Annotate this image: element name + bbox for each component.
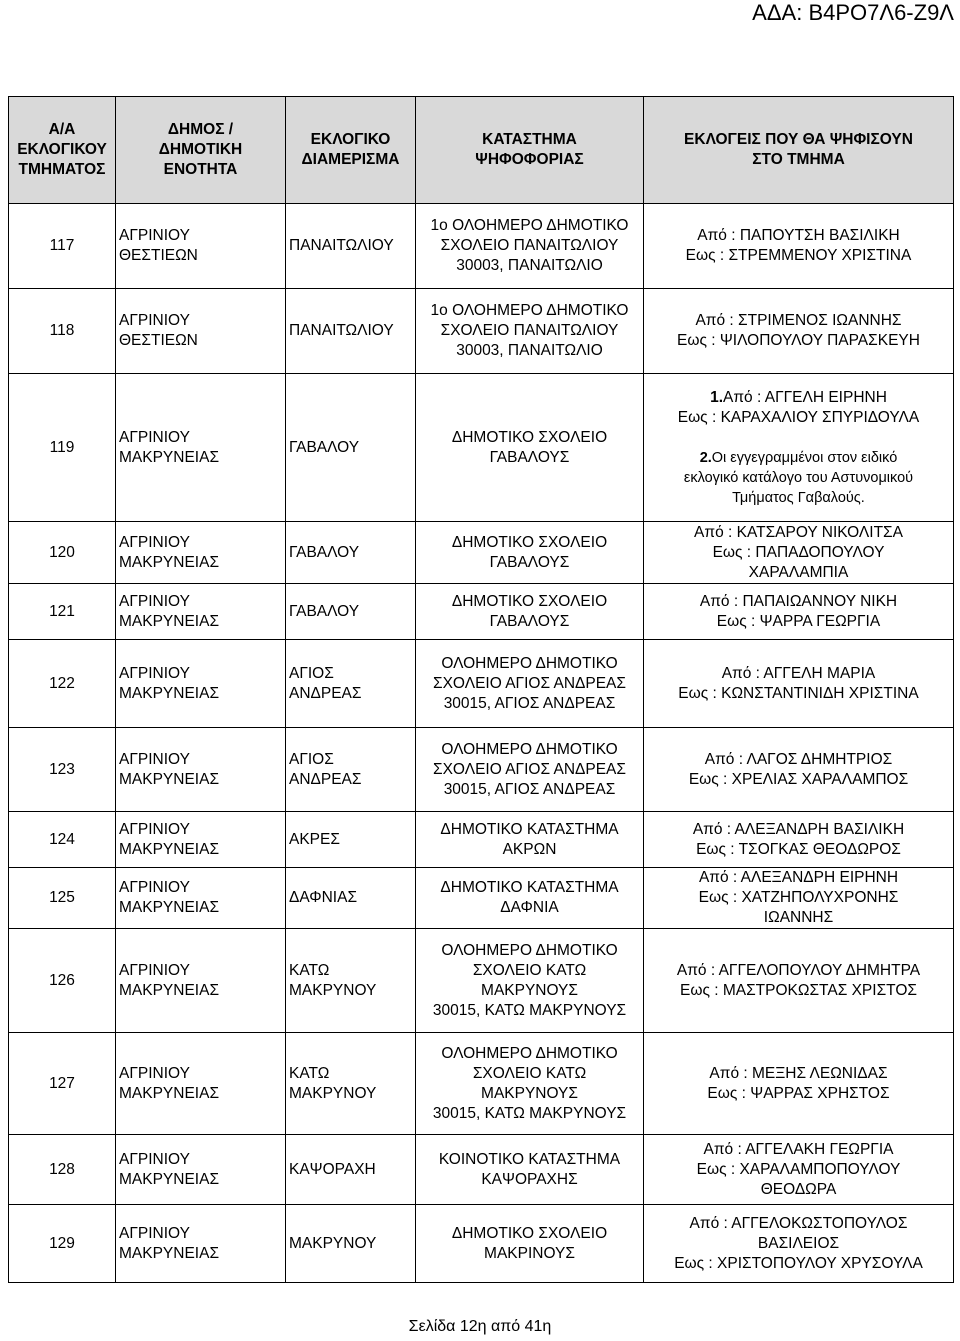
cell-line: 1ο ΟΛΟΗΜΕΡΟ ΔΗΜΟΤΙΚΟ xyxy=(430,302,629,319)
cell-line: Από : ΛΑΓΟΣ ΔΗΜΗΤΡΙΟΣ xyxy=(704,750,893,768)
section-number: 122 xyxy=(9,640,116,728)
voters-range-cell xyxy=(644,522,954,584)
cell-line: ΓΑΒΑΛΟΥΣ xyxy=(489,553,570,571)
cell-line: ΑΓΡΙΝΙΟΥ xyxy=(119,533,190,551)
cell-line: ΜΑΚΡΥΝΕΙΑΣ xyxy=(119,1244,220,1262)
voters-range-cell xyxy=(644,640,954,728)
cell-line: Από : ΑΛΕΞΑΝΔΡΗ ΕΙΡΗΝΗ xyxy=(698,869,899,886)
polling-station-cell xyxy=(416,289,644,374)
municipality-cell xyxy=(116,868,286,929)
section-number: 127 xyxy=(9,1033,116,1135)
cell-line: Εως : ΨΙΛΟΠΟΥΛΟΥ ΠΑΡΑΣΚΕΥΗ xyxy=(677,332,920,349)
cell-line: ΘΕΣΤΙΕΩΝ xyxy=(119,332,198,349)
cell-line: 30015, ΑΓΙΟΣ ΑΝΔΡΕΑΣ xyxy=(443,780,616,798)
district-cell xyxy=(286,640,416,728)
cell-line: Εως : ΨΑΡΡΑΣ ΧΡΗΣΤΟΣ xyxy=(707,1084,890,1102)
cell-line: ΔΗΜΟΤΙΚΟ ΚΑΤΑΣΤΗΜΑ xyxy=(440,879,619,896)
table-row xyxy=(9,929,954,1033)
table-row xyxy=(9,522,954,584)
cell-line: ΔΑΦΝΙΑΣ xyxy=(289,889,358,906)
polling-station-cell xyxy=(416,584,644,640)
cell-line: ΣΧΟΛΕΙΟ ΠΑΝΑΙΤΩΛΙΟΥ xyxy=(440,237,619,254)
section-number: 125 xyxy=(9,868,116,929)
municipality-cell xyxy=(116,522,286,584)
ada-code: ΑΔΑ: Β4ΡΟ7Λ6-Ζ9Λ xyxy=(752,0,954,25)
cell-line: Εως : ΠΑΠΑΔΟΠΟΥΛΟΥ xyxy=(712,543,885,561)
cell-line: ΣΧΟΛΕΙΟ ΚΑΤΩ xyxy=(472,1064,587,1082)
header-katastima: ΚΑΤΑΣΤΗΜΑ ΨΗΦΟΦΟΡΙΑΣ xyxy=(416,97,644,204)
municipality-cell xyxy=(116,289,286,374)
header-diamerisma: ΕΚΛΟΓΙΚΟ ΔΙΑΜΕΡΙΣΜΑ xyxy=(286,97,416,204)
table-row xyxy=(9,1205,954,1283)
voters-range-cell xyxy=(644,1135,954,1205)
voters-range-cell: 1.Από : ΑΓΓΕΛΗ ΕΙΡΗΝΗ Εως : ΚΑΡΑΧΑΛΙΟΥ ΣΠΥΡΙΔΟΥΛΑ 2.Οι εγγεγραμμένοι στον ειδικό εκλογικό κατάλογο του Αστυνομικού Τμήματος Γαβαλούς. xyxy=(644,374,954,522)
voters-range-cell xyxy=(644,204,954,289)
cell-line: ΧΑΡΑΛΑΜΠΙΑ xyxy=(748,563,849,581)
cell-line: Από : ΠΑΠΑΙΩΑΝΝΟΥ ΝΙΚΗ xyxy=(699,592,898,610)
cell-line: Από : ΜΕΞΗΣ ΛΕΩΝΙΔΑΣ xyxy=(709,1064,888,1082)
cell-line: ΚΑΤΩ xyxy=(289,1064,330,1082)
cell-line: ΚΑΤΩ xyxy=(289,961,330,979)
cell-line: Από : ΑΛΕΞΑΝΔΡΗ ΒΑΣΙΛΙΚΗ xyxy=(692,820,905,838)
cell-line: ΟΛΟΗΜΕΡΟ ΔΗΜΟΤΙΚΟ xyxy=(441,1044,618,1062)
cell-line: ΓΑΒΑΛΟΥΣ xyxy=(489,612,570,630)
voters-range-cell xyxy=(644,1205,954,1283)
cell-line: ΔΗΜΟΤΙΚΟ ΣΧΟΛΕΙΟ xyxy=(451,428,608,446)
municipality-cell xyxy=(116,1205,286,1283)
cell-line: ΑΚΡΩΝ xyxy=(502,840,557,858)
district-cell xyxy=(286,374,416,522)
district-cell xyxy=(286,289,416,374)
cell-line: Από : ΣΤΡΙΜΕΝΟΣ ΙΩΑΝΝΗΣ xyxy=(695,312,902,329)
cell-line: ΘΕΟΔΩΡΑ xyxy=(760,1180,837,1198)
table-row xyxy=(9,812,954,868)
cell-line: ΜΑΚΡΥΝΟΥ xyxy=(289,1234,377,1252)
table-row xyxy=(9,289,954,374)
polling-station-cell xyxy=(416,868,644,929)
municipality-cell xyxy=(116,204,286,289)
cell-line: Εως : ΚΩΝΣΤΑΝΤΙΝΙΔΗ ΧΡΙΣΤΙΝΑ xyxy=(678,684,919,702)
table-row xyxy=(9,584,954,640)
cell-line: ΑΝΔΡΕΑΣ xyxy=(289,684,362,702)
district-cell xyxy=(286,1033,416,1135)
section-number: 120 xyxy=(9,522,116,584)
cell-line: ΑΓΙΟΣ xyxy=(289,750,334,768)
cell-line: Από : ΚΑΤΣΑΡΟΥ ΝΙΚΟΛΙΤΣΑ xyxy=(694,523,903,541)
cell-line: ΜΑΚΡΥΝΕΙΑΣ xyxy=(119,684,220,702)
cell-line: Από : ΑΓΓΕΛΗ ΜΑΡΙΑ xyxy=(721,664,876,682)
cell-line: ΑΓΡΙΝΙΟΥ xyxy=(119,227,190,244)
cell-line: ΜΑΚΡΙΝΟΥΣ xyxy=(484,1244,575,1262)
cell-line: ΑΚΡΕΣ xyxy=(289,830,340,848)
cell-line: ΣΧΟΛΕΙΟ ΚΑΤΩ xyxy=(472,961,587,979)
polling-station-cell xyxy=(416,812,644,868)
table-row xyxy=(9,1033,954,1135)
cell-line: Εως : ΤΣΟΓΚΑΣ ΘΕΟΔΩΡΟΣ xyxy=(696,840,901,858)
header-row xyxy=(9,97,954,204)
cell-line: ΣΧΟΛΕΙΟ ΑΓΙΟΣ ΑΝΔΡΕΑΣ xyxy=(433,760,626,778)
cell-line: ΠΑΝΑΙΤΩΛΙΟΥ xyxy=(289,237,394,254)
polling-station-cell xyxy=(416,929,644,1033)
section-number: 121 xyxy=(9,584,116,640)
cell-line: ΟΛΟΗΜΕΡΟ ΔΗΜΟΤΙΚΟ xyxy=(441,654,618,672)
cell-line: ΓΑΒΑΛΟΥ xyxy=(289,438,360,456)
cell-line: ΟΛΟΗΜΕΡΟ ΔΗΜΟΤΙΚΟ xyxy=(441,740,618,758)
cell-line: ΑΓΙΟΣ xyxy=(289,664,334,682)
cell-line: ΓΑΒΑΛΟΥ xyxy=(289,602,360,620)
cell-line: ΚΑΨΟΡΑΧΗΣ xyxy=(481,1170,578,1188)
polling-table xyxy=(8,96,954,1283)
cell-line: ΓΑΒΑΛΟΥ xyxy=(289,543,360,561)
section-number: 124 xyxy=(9,812,116,868)
section-number: 128 xyxy=(9,1135,116,1205)
cell-line: 30003, ΠΑΝΑΙΤΩΛΙΟ xyxy=(456,257,603,274)
municipality-cell xyxy=(116,374,286,522)
cell-line: ΔΑΦΝΙΑ xyxy=(500,899,559,916)
cell-line: ΒΑΣΙΛΕΙΟΣ xyxy=(757,1234,840,1252)
district-cell xyxy=(286,1135,416,1205)
cell-line: 1ο ΟΛΟΗΜΕΡΟ ΔΗΜΟΤΙΚΟ xyxy=(430,217,629,234)
cell-line: ΑΓΡΙΝΙΟΥ xyxy=(119,1064,190,1082)
cell-line: ΜΑΚΡΥΝΕΙΑΣ xyxy=(119,612,220,630)
header-aa: Α/Α ΕΚΛΟΓΙΚΟΥ ΤΜΗΜΑΤΟΣ xyxy=(9,97,116,204)
cell-line: 30003, ΠΑΝΑΙΤΩΛΙΟ xyxy=(456,342,603,359)
voters-range-cell xyxy=(644,1033,954,1135)
cell-line: ΜΑΚΡΥΝΕΙΑΣ xyxy=(119,553,220,571)
cell-line: 30015, ΚΑΤΩ ΜΑΚΡΥΝΟΥΣ xyxy=(432,1104,627,1122)
cell-line: ΜΑΚΡΥΝΟΥΣ xyxy=(481,1084,578,1102)
cell-line: ΟΛΟΗΜΕΡΟ ΔΗΜΟΤΙΚΟ xyxy=(441,941,618,959)
cell-line: Από : ΑΓΓΕΛΟΠΟΥΛΟΥ ΔΗΜΗΤΡΑ xyxy=(676,961,921,979)
polling-station-cell xyxy=(416,374,644,522)
table-row xyxy=(9,374,954,522)
cell-line: Εως : ΣΤΡΕΜΜΕΝΟΥ ΧΡΙΣΤΙΝΑ xyxy=(685,247,912,264)
voters-range-cell xyxy=(644,728,954,812)
district-cell xyxy=(286,584,416,640)
district-cell xyxy=(286,728,416,812)
cell-line: Εως : ΨΑΡΡΑ ΓΕΩΡΓΙΑ xyxy=(716,612,881,630)
municipality-cell xyxy=(116,1135,286,1205)
cell-line: ΘΕΣΤΙΕΩΝ xyxy=(119,247,198,264)
section-number: 117 xyxy=(9,204,116,289)
cell-line: 30015, ΑΓΙΟΣ ΑΝΔΡΕΑΣ xyxy=(443,694,616,712)
voters-range-cell xyxy=(644,289,954,374)
cell-line: ΔΗΜΟΤΙΚΟ ΣΧΟΛΕΙΟ xyxy=(451,1224,608,1242)
cell-line: ΜΑΚΡΥΝΕΙΑΣ xyxy=(119,1170,220,1188)
cell-line: ΜΑΚΡΥΝΕΙΑΣ xyxy=(119,448,220,466)
section-number: 126 xyxy=(9,929,116,1033)
cell-line: Από : ΑΓΓΕΛΑΚΗ ΓΕΩΡΓΙΑ xyxy=(703,1140,894,1158)
cell-line: ΑΓΡΙΝΙΟΥ xyxy=(119,961,190,979)
cell-line: Εως : ΧΑΡΑΛΑΜΠΟΠΟΥΛΟΥ xyxy=(696,1160,901,1178)
voters-range-cell xyxy=(644,812,954,868)
table-row xyxy=(9,868,954,929)
cell-line: 30015, ΚΑΤΩ ΜΑΚΡΥΝΟΥΣ xyxy=(432,1001,627,1019)
polling-station-cell xyxy=(416,1205,644,1283)
voters-range-cell xyxy=(644,584,954,640)
cell-line: ΜΑΚΡΥΝΟΥ xyxy=(289,981,377,999)
section-number: 119 xyxy=(9,374,116,522)
header-ekloges: ΕΚΛΟΓΕΙΣ ΠΟΥ ΘΑ ΨΗΦΙΣΟΥΝ ΣΤΟ ΤΜΗΜΑ xyxy=(644,97,954,204)
municipality-cell xyxy=(116,929,286,1033)
cell-line: Εως : ΧΡΕΛΙΑΣ ΧΑΡΑΛΑΜΠΟΣ xyxy=(688,770,909,788)
municipality-cell xyxy=(116,728,286,812)
table-row xyxy=(9,728,954,812)
cell-line: ΑΓΡΙΝΙΟΥ xyxy=(119,750,190,768)
cell-line: ΜΑΚΡΥΝΕΙΑΣ xyxy=(119,770,220,788)
cell-line: ΜΑΚΡΥΝΕΙΑΣ xyxy=(119,899,220,916)
polling-station-cell xyxy=(416,1135,644,1205)
cell-line: ΚΑΨΟΡΑΧΗ xyxy=(289,1160,376,1178)
cell-line: ΑΓΡΙΝΙΟΥ xyxy=(119,312,190,329)
cell-line: ΚΟΙΝΟΤΙΚΟ ΚΑΤΑΣΤΗΜΑ xyxy=(438,1150,621,1168)
cell-line: ΑΝΔΡΕΑΣ xyxy=(289,770,362,788)
header-dimos: ΔΗΜΟΣ / ΔΗΜΟΤΙΚΗ ΕΝΟΤΗΤΑ xyxy=(116,97,286,204)
district-cell xyxy=(286,522,416,584)
district-cell xyxy=(286,868,416,929)
polling-station-cell xyxy=(416,1033,644,1135)
cell-line: ΔΗΜΟΤΙΚΟ ΣΧΟΛΕΙΟ xyxy=(451,533,608,551)
cell-line: ΜΑΚΡΥΝΕΙΑΣ xyxy=(119,1084,220,1102)
cell-line: ΑΓΡΙΝΙΟΥ xyxy=(119,820,190,838)
polling-station-cell xyxy=(416,204,644,289)
section-number: 118 xyxy=(9,289,116,374)
cell-line: ΑΓΡΙΝΙΟΥ xyxy=(119,1150,190,1168)
cell-line: Εως : ΧΡΙΣΤΟΠΟΥΛΟΥ ΧΡΥΣΟΥΛΑ xyxy=(674,1254,923,1272)
cell-line: ΑΓΡΙΝΙΟΥ xyxy=(119,592,190,610)
voters-range-cell xyxy=(644,868,954,929)
cell-line: ΔΗΜΟΤΙΚΟ ΚΑΤΑΣΤΗΜΑ xyxy=(440,820,619,838)
cell-line: ΓΑΒΑΛΟΥΣ xyxy=(489,448,570,466)
municipality-cell xyxy=(116,812,286,868)
cell-line: ΠΑΝΑΙΤΩΛΙΟΥ xyxy=(289,322,394,339)
cell-line: Εως : ΜΑΣΤΡΟΚΩΣΤΑΣ ΧΡΙΣΤΟΣ xyxy=(680,981,917,999)
cell-line: ΜΑΚΡΥΝΟΥ xyxy=(289,1084,377,1102)
section-number: 123 xyxy=(9,728,116,812)
cell-line: ΜΑΚΡΥΝΕΙΑΣ xyxy=(119,840,220,858)
cell-line: ΜΑΚΡΥΝΟΥΣ xyxy=(481,981,578,999)
voters-range-cell xyxy=(644,929,954,1033)
municipality-cell xyxy=(116,584,286,640)
district-cell xyxy=(286,929,416,1033)
cell-line: ΑΓΡΙΝΙΟΥ xyxy=(119,664,190,682)
polling-station-cell xyxy=(416,640,644,728)
cell-line: Εως : ΧΑΤΖΗΠΟΛΥΧΡΟΝΗΣ xyxy=(698,889,899,906)
table-row xyxy=(9,1135,954,1205)
municipality-cell xyxy=(116,640,286,728)
district-cell xyxy=(286,204,416,289)
table-row xyxy=(9,204,954,289)
cell-line: ΣΧΟΛΕΙΟ ΠΑΝΑΙΤΩΛΙΟΥ xyxy=(440,322,619,339)
cell-line: ΑΓΡΙΝΙΟΥ xyxy=(119,428,190,446)
table-row xyxy=(9,640,954,728)
polling-station-cell xyxy=(416,728,644,812)
cell-line: ΣΧΟΛΕΙΟ ΑΓΙΟΣ ΑΝΔΡΕΑΣ xyxy=(433,674,626,692)
cell-line: ΜΑΚΡΥΝΕΙΑΣ xyxy=(119,981,220,999)
district-cell xyxy=(286,1205,416,1283)
cell-line: ΙΩΑΝΝΗΣ xyxy=(763,909,834,926)
cell-line: ΔΗΜΟΤΙΚΟ ΣΧΟΛΕΙΟ xyxy=(451,592,608,610)
cell-line: Από : ΑΓΓΕΛΟΚΩΣΤΟΠΟΥΛΟΣ xyxy=(689,1214,908,1232)
cell-line: ΑΓΡΙΝΙΟΥ xyxy=(119,879,190,896)
cell-line: Από : ΠΑΠΟΥΤΣΗ ΒΑΣΙΛΙΚΗ xyxy=(697,227,900,244)
page-footer: Σελίδα 12η από 41η xyxy=(408,1318,552,1335)
polling-station-cell xyxy=(416,522,644,584)
municipality-cell xyxy=(116,1033,286,1135)
section-number: 129 xyxy=(9,1205,116,1283)
district-cell xyxy=(286,812,416,868)
cell-line: ΑΓΡΙΝΙΟΥ xyxy=(119,1224,190,1242)
